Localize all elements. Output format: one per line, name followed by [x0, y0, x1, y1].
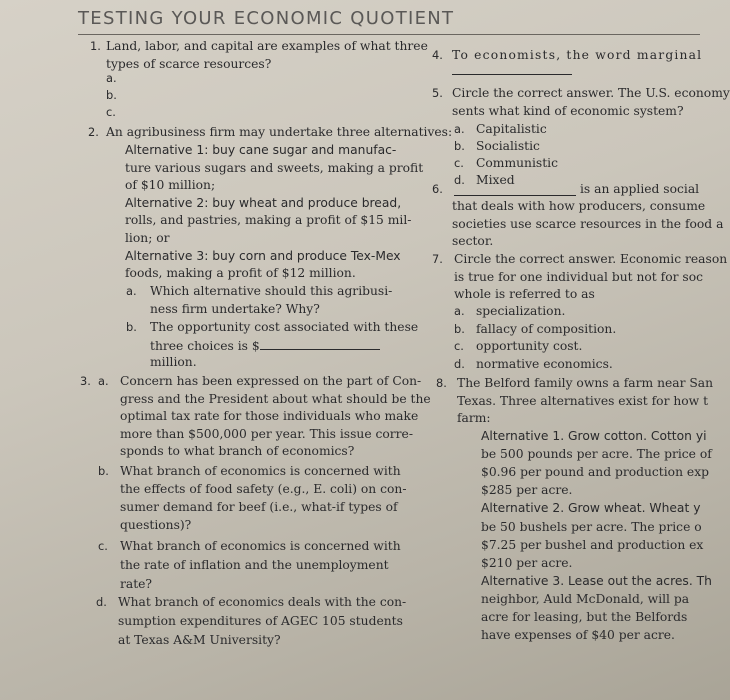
- question-7-option[interactable]: specialization.: [476, 304, 566, 318]
- question-3b-text: questions)?: [120, 517, 192, 532]
- question-3c-text: the rate of inflation and the unemployment: [120, 558, 389, 572]
- question-8-alternative-line: have expenses of $40 per acre.: [481, 628, 675, 643]
- question-3d-text: sumption expenditures of AGEC 105 students: [118, 614, 403, 628]
- question-5-option[interactable]: Capitalistic: [476, 122, 547, 136]
- question-4-text: To economists, the word marginal: [452, 48, 703, 62]
- question-5-text: Circle the correct answer. The U.S. economy: [452, 86, 730, 100]
- question-3a-text: more than $500,000 per year. This issue corre-: [120, 426, 413, 441]
- question-2b-label: b.: [126, 320, 137, 334]
- question-5-option-label: c.: [454, 156, 464, 170]
- question-8-alternative-line: Alternative 1. Grow cotton. Cotton yi: [481, 429, 707, 443]
- question-6-text: that deals with how producers, consume: [452, 199, 706, 213]
- question-4-answer-line: [452, 58, 572, 75]
- question-8-text: The Belford family owns a farm near San: [457, 376, 714, 390]
- question-1-part-label: c.: [106, 105, 116, 120]
- question-8-alternative-line: Alternative 3. Lease out the acres. Th: [481, 573, 712, 588]
- question-8-alternative-line: be 500 pounds per acre. The price of: [481, 447, 712, 462]
- question-2a-text: ness firm undertake? Why?: [150, 301, 320, 316]
- question-2-number: 2.: [88, 125, 99, 139]
- question-1-text: Land, labor, and capital are examples of what three: [106, 39, 428, 53]
- question-2b-text: [150, 337, 410, 356]
- question-1-part-label: b.: [106, 88, 117, 103]
- question-8-alternative-line: neighbor, Auld McDonald, will pa: [481, 591, 690, 606]
- question-7-option[interactable]: opportunity cost.: [476, 339, 583, 354]
- question-5-option-label: b.: [454, 139, 465, 153]
- question-3b-text: the effects of food safety (e.g., E. coli) on con-: [120, 481, 407, 496]
- question-3a-text: sponds to what branch of economics?: [120, 444, 355, 459]
- question-2-alternative-line: of $10 million;: [125, 178, 216, 193]
- question-7-option-label: d.: [454, 356, 465, 371]
- question-7-text: whole is referred to as: [454, 287, 595, 302]
- question-5-option-label: d.: [454, 173, 465, 187]
- question-3a-text: optimal tax rate for those individuals who make: [120, 409, 419, 424]
- question-2-alternative-line: ture various sugars and sweets, making a profit: [125, 160, 424, 175]
- question-3b-text: sumer demand for beef (i.e., what-if types of: [120, 499, 398, 514]
- question-8-alternative-line: $0.96 per pound and production exp: [481, 465, 709, 480]
- question-2b-tail: million.: [150, 355, 197, 369]
- question-2-alternative-line: foods, making a profit of $12 million.: [125, 266, 356, 281]
- question-8-alternative-line: $285 per acre.: [481, 483, 573, 498]
- question-3c-text: rate?: [120, 577, 153, 591]
- question-1-part-label: a.: [106, 71, 117, 85]
- question-2-alternative-line: Alternative 2: buy wheat and produce bread,: [125, 195, 402, 210]
- question-2b-text: The opportunity cost associated with these: [150, 320, 419, 334]
- question-4-number: 4.: [432, 48, 443, 62]
- question-8-alternative-line: be 50 bushels per acre. The price o: [481, 519, 702, 534]
- question-5-number: 5.: [432, 86, 443, 100]
- question-3a-label: a.: [98, 374, 109, 388]
- question-3a-text: Concern has been expressed on the part of Con-: [120, 374, 422, 388]
- question-7-option[interactable]: fallacy of composition.: [476, 321, 617, 336]
- question-3c-text: What branch of economics is concerned with: [120, 539, 401, 553]
- question-8-text: Texas. Three alternatives exist for how t: [457, 393, 709, 408]
- question-3b-label: b.: [98, 464, 109, 478]
- question-2-intro: An agribusiness firm may undertake three alternatives:: [106, 125, 453, 139]
- question-7-option[interactable]: normative economics.: [476, 356, 613, 371]
- question-3c-label: c.: [98, 539, 108, 553]
- question-5-option[interactable]: Socialistic: [476, 139, 540, 153]
- question-7-option-label: c.: [454, 339, 464, 354]
- page-title: TESTING YOUR ECONOMIC QUOTIENT: [78, 8, 455, 29]
- question-3d-text: at Texas A&M University?: [118, 633, 281, 647]
- question-6-number: 6.: [432, 182, 443, 196]
- question-2-alternative-line: rolls, and pastries, making a profit of $15 mil-: [125, 213, 412, 228]
- question-1-number: 1.: [90, 39, 101, 53]
- question-5-option[interactable]: Communistic: [476, 156, 558, 170]
- question-2-alternative-line: Alternative 3: buy corn and produce Tex-Mex: [125, 248, 401, 263]
- question-8-text: farm:: [457, 411, 491, 426]
- question-8-alternative-line: acre for leasing, but the Belfords: [481, 610, 688, 624]
- question-7-option-label: b.: [454, 321, 465, 336]
- question-3d-label: d.: [96, 595, 107, 609]
- question-8-number: 8.: [436, 376, 447, 390]
- question-3-number: 3.: [80, 374, 91, 388]
- question-3a-text: gress and the President about what should be the: [120, 391, 431, 406]
- answer-blank[interactable]: [260, 337, 380, 350]
- question-5-option[interactable]: Mixed: [476, 173, 515, 187]
- question-8-alternative-line: $210 per acre.: [481, 555, 573, 570]
- question-6-text: sector.: [452, 234, 494, 249]
- question-2a-label: a.: [126, 284, 137, 298]
- question-8-alternative-line: $7.25 per bushel and production ex: [481, 537, 704, 552]
- question-5-option-label: a.: [454, 122, 465, 136]
- title-divider: [78, 34, 700, 35]
- question-2-alternative-line: lion; or: [125, 231, 170, 245]
- question-6-text: is an applied social: [580, 182, 700, 196]
- question-7-text: Circle the correct answer. Economic reason: [454, 252, 728, 266]
- question-7-option-label: a.: [454, 304, 465, 318]
- question-5-text: sents what kind of economic system?: [452, 103, 684, 118]
- question-3d-text: What branch of economics deals with the con-: [118, 595, 407, 609]
- question-3b-text: What branch of economics is concerned with: [120, 464, 401, 478]
- question-6-text: societies use scarce resources in the food a: [452, 216, 724, 231]
- question-2b-text-end: three choices is $: [150, 338, 260, 353]
- question-2-alternative-line: Alternative 1: buy cane sugar and manufac-: [125, 143, 397, 157]
- question-7-text: is true for one individual but not for soc: [454, 269, 703, 284]
- question-1-text: types of scarce resources?: [106, 56, 272, 71]
- question-7-number: 7.: [432, 252, 443, 266]
- question-2a-text: Which alternative should this agribusi-: [150, 284, 393, 298]
- question-6-answer-line: [454, 181, 576, 196]
- question-8-alternative-line: Alternative 2. Grow wheat. Wheat y: [481, 501, 701, 516]
